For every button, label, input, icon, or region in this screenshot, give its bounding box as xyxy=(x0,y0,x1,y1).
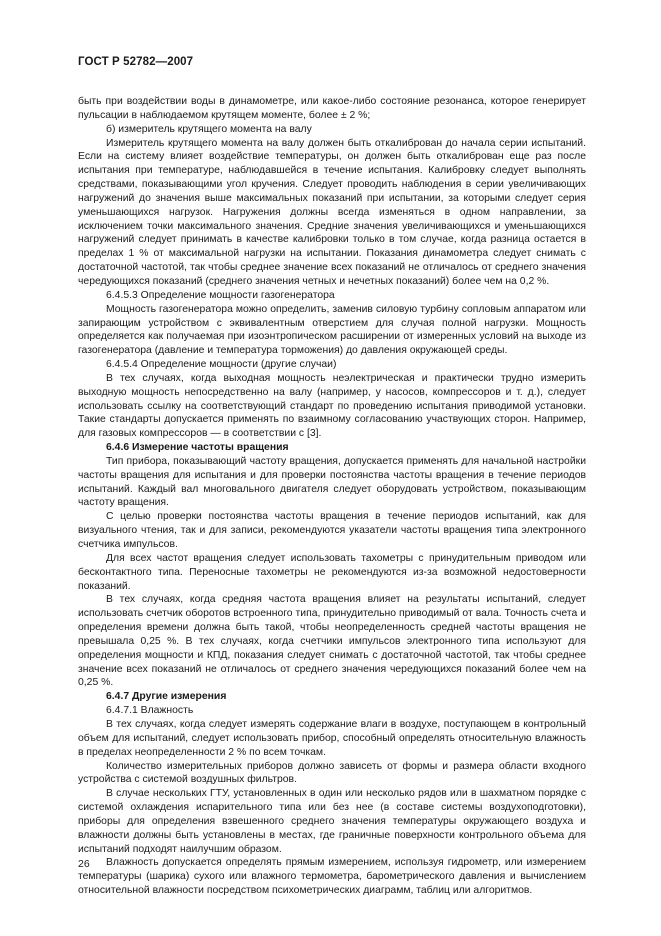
paragraph: В тех случаях, когда средняя частота вращения влияет на результаты испытаний, следует использовать счетчик оборотов встроенного типа, принудительно приводимый от вала. Точность счета и определения времени должна быть такой, чтобы неопределенность средней частоты вращения не превышала 0,25 %. В тех случаях, когда счетчики импульсов электронного типа используют для определения мощности и КПД, показания следует снимать с достаточной частотой, так чтобы среднее значение всех показаний не отличалось от среднего значения чередующихся показаний более чем на 0,25 %. xyxy=(78,594,586,689)
paragraph: В тех случаях, когда следует измерять содержание влаги в воздухе, поступающем в контрольный объем для испытаний, следует использовать прибор, способный определять относительную влажность в пределах неопределенности 2 % по всем точкам. xyxy=(78,718,586,758)
document-body xyxy=(78,95,586,898)
paragraph: быть при воздействии воды в динамометре, или какое-либо состояние резонанса, которое генерирует пульсации в наблюдаемом крутящем моменте, более ± 2 %; xyxy=(78,96,586,121)
paragraph: В случае нескольких ГТУ, установленных в один или несколько рядов или в шахматном порядке с системой охлаждения испарительного типа или без нее (в составе системы воздухоподготовки), приборы для определения взвешенного среднего значения температуры окружающего воздуха и влажности должны быть установлены в местах, где граничные поверхности контрольного объема для испытаний подходят наилучшим образом. xyxy=(78,788,586,855)
document-header: ГОСТ Р 52782—2007 xyxy=(78,56,194,68)
page-number: 26 xyxy=(78,858,90,870)
section-heading: 6.4.7 Другие измерения xyxy=(106,691,227,703)
paragraph: Количество измерительных приборов должно зависеть от формы и размера области входного устройства с системой воздушных фильтров. xyxy=(78,760,586,786)
paragraph: Мощность газогенератора можно определить, заменив силовую турбину сопловым аппаратом или запирающим устройством с эквивалентным отверстием для случая полной нагрузки. Мощность определяется как получаемая при изоэнтропическом расширении от измеренных условий на выходе из газогенератора (давление и температура торможения) до давления окружающей среды. xyxy=(78,303,586,357)
paragraph: 6.4.7.1 Влажность xyxy=(106,705,194,717)
paragraph: Тип прибора, показывающий частоту вращения, допускается применять для начальной настройки частоты вращения для испытания и для проверки постоянства частоты вращения в течение периодов испытаний. Каждый вал многовального двигателя следует оборудовать устройством, показывающим частоту вращения. xyxy=(78,455,586,509)
paragraph: В тех случаях, когда выходная мощность неэлектрическая и практически трудно измерить выходную мощность непосредственно на валу (например, у насосов, компрессоров и т. д.), следует использовать ссылку на соответствующий стандарт по проведению испытания приводимой установки. Такие стандарты допускается применять по взаимному согласованию участвующих сторон. Например, для газовых компрессоров — в соответствии с [3]. xyxy=(78,372,586,440)
paragraph: б) измеритель крутящего момента на валу xyxy=(106,123,312,135)
paragraph: 6.4.5.4 Определение мощности (другие случаи) xyxy=(106,359,337,371)
paragraph: Для всех частот вращения следует использовать тахометры с принудительным приводом или бесконтактного типа. Переносные тахометры не рекомендуются из-за возможной недостоверности показаний. xyxy=(78,552,586,592)
section-heading: 6.4.6 Измерение частоты вращения xyxy=(106,442,289,454)
paragraph: С целью проверки постоянства частоты вращения в течение периодов испытаний, как для визуального чтения, так и для записи, рекомендуются указатели частоты вращения типа электронного счетчика импульсов. xyxy=(78,511,586,550)
paragraph: Влажность допускается определять прямым измерением, используя гидрометр, или измерением температуры (шарика) сухого или влажного термометра, барометрического давления и вычислением относительной влажности посредством психометрических диаграмм, таблиц или алгоритмов. xyxy=(78,857,586,897)
paragraph: 6.4.5.3 Определение мощности газогенератора xyxy=(106,289,335,301)
paragraph: Измеритель крутящего момента на валу должен быть откалиброван до начала серии испытаний. Если на систему влияет воздействие температуры, он должен быть откалиброван еще раз после испытания при температуре, наблюдавшейся в течение испытания. Калибровку следует выполнять средствами, показывающими угол кручения. Следует проводить наблюдения в серии увеличивающих нагружений до значения выше максимальных показаний при испытании, за которыми следует серия уменьшающихся нагрузок. Нагружения должны всегда изменяться в одном направлении, за исключением точки максимального значения. Средние значения увеличивающихся и уменьшающихся нагружений следует принимать в качестве калибровки только в том случае, когда разница остается в пределах 1 % от максимальной нагрузки на испытании. Показания динамометра следует снимать с достаточной частотой, так чтобы среднее значение всех показаний не отличалось от среднего значения чередующихся показаний (среднего значения четных и нечетных показаний) более чем на 0,2 %. xyxy=(78,137,586,287)
